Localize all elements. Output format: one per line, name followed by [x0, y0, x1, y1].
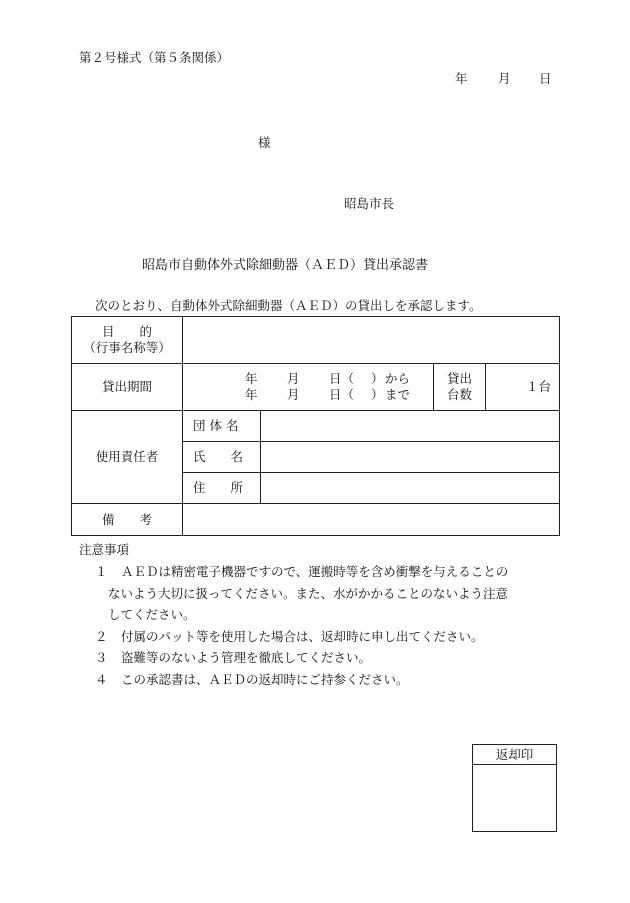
- date-year: 年: [455, 71, 468, 86]
- note-text: この承認書は、ＡＥＤの返却時にご持参ください。: [121, 672, 409, 687]
- approval-table: [71, 316, 560, 536]
- note-item-3: [95, 650, 371, 665]
- period-from-day: 日（: [329, 371, 355, 387]
- note-item-2: [95, 629, 484, 644]
- form-number: 第２号様式（第５条関係）: [79, 50, 230, 65]
- period-label: 貸出期間: [72, 364, 183, 411]
- period-from-close: ）: [371, 371, 384, 387]
- person-label: 使用責任者: [72, 411, 183, 504]
- address-value-cell[interactable]: [261, 473, 560, 504]
- org-row: [72, 411, 560, 442]
- period-to-year: 年: [245, 387, 258, 402]
- name-label: 氏 名: [183, 442, 261, 473]
- note-number: ２: [95, 629, 108, 644]
- address-label: 住 所: [183, 473, 261, 504]
- purpose-label-sub: （行事名称等）: [83, 340, 171, 355]
- remarks-row: [72, 504, 560, 536]
- period-from-suffix: から: [385, 371, 411, 387]
- period-to-day: 日（: [329, 387, 355, 402]
- count-value: １台: [486, 364, 560, 411]
- note-item-1-line-3: してください。: [108, 607, 196, 622]
- note-item-4: [95, 672, 409, 687]
- document-title: 昭島市自動体外式除細動器（ＡＥＤ）貸出承認書: [142, 258, 429, 273]
- remarks-value-cell[interactable]: [183, 504, 560, 536]
- note-number: ４: [95, 672, 108, 687]
- org-label: 団 体 名: [183, 411, 261, 442]
- period-from-line: [245, 371, 433, 387]
- count-label-top: 貸出: [446, 371, 472, 387]
- note-number: ３: [95, 650, 108, 665]
- return-stamp-label: 返却印: [473, 745, 556, 765]
- purpose-label: [72, 317, 183, 364]
- return-stamp-box: [472, 744, 557, 832]
- note-text: ＡＥＤは精密電子機器ですので、運搬時等を含め衝撃を与えることの: [121, 564, 509, 579]
- period-to-suffix: まで: [385, 387, 411, 402]
- period-from-year: 年: [245, 371, 258, 387]
- count-label-bottom: 台数: [446, 387, 472, 402]
- note-item-1-line-2: ないよう大切に扱ってください。また、水がかかることのないよう注意: [108, 586, 509, 601]
- date-line: [455, 71, 552, 86]
- purpose-row: [72, 317, 560, 364]
- remarks-label: 備 考: [72, 504, 183, 536]
- date-month: 月: [498, 71, 511, 86]
- purpose-label-main: 目 的: [101, 324, 152, 340]
- name-value-cell[interactable]: [261, 442, 560, 473]
- period-to-close: ）: [371, 387, 384, 402]
- addressee-honorific: 様: [258, 135, 271, 150]
- intro-text: 次のとおり、自動体外式除細動器（ＡＥＤ）の貸出しを承認します。: [95, 298, 482, 313]
- issuer-name: 昭島市長: [344, 196, 395, 211]
- date-day: 日: [539, 71, 552, 86]
- period-row: [72, 364, 560, 411]
- notes-heading: 注意事項: [79, 542, 130, 557]
- note-text: 盗難等のないよう管理を徹底してください。: [121, 650, 372, 665]
- period-to-line: [245, 387, 433, 403]
- note-number: １: [95, 564, 108, 579]
- purpose-value-cell[interactable]: [183, 317, 560, 364]
- period-to-month: 月: [287, 387, 300, 402]
- note-item-1: [95, 564, 508, 579]
- period-value-cell[interactable]: [183, 364, 434, 411]
- count-label: [434, 364, 486, 411]
- org-value-cell[interactable]: [261, 411, 560, 442]
- period-from-month: 月: [287, 371, 300, 387]
- note-text: 付属のパット等を使用した場合は、返却時に申し出てください。: [121, 629, 484, 644]
